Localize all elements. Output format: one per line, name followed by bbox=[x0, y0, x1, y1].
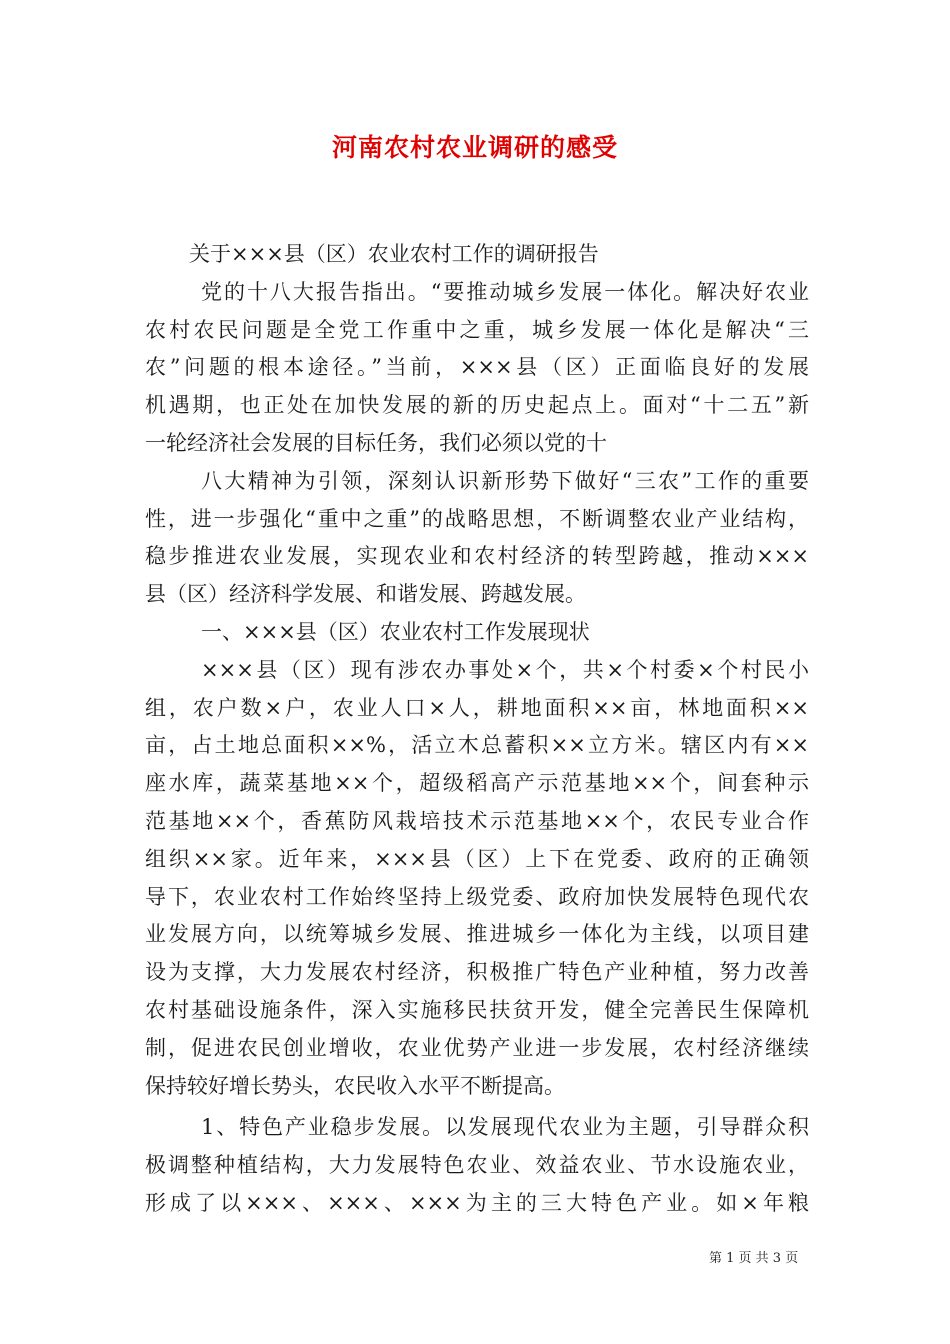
paragraph-line: 性，进一步强化“重中之重”的战略思想，不断调整农业产业结构， bbox=[145, 506, 809, 531]
paragraph-line: 制，促进农民创业增收，农业优势产业进一步发展，农村经济继续 bbox=[145, 1035, 809, 1060]
paragraph-line: 保持较好增长势头，农民收入水平不断提高。 bbox=[145, 1073, 565, 1098]
paragraph-line: 导下，农业农村工作始终坚持上级党委、政府加快发展特色现代农 bbox=[145, 884, 809, 909]
paragraph-line: 组织××家。近年来，×××县（区）上下在党委、政府的正确领 bbox=[145, 846, 809, 871]
paragraph-line: 范基地××个，香蕉防风栽培技术示范基地××个，农民专业合作 bbox=[145, 808, 809, 833]
document-title: 河南农村农业调研的感受 bbox=[331, 133, 618, 162]
paragraph-line: 党的十八大报告指出。“要推动城乡发展一体化。解决好农业 bbox=[201, 279, 809, 304]
report-heading: 关于×××县（区）农业农村工作的调研报告 bbox=[189, 242, 599, 266]
paragraph-line: 座水库，蔬菜基地××个，超级稻高产示范基地××个，间套种示 bbox=[145, 771, 809, 796]
paragraph-line: 稳步推进农业发展，实现农业和农村经济的转型跨越，推动××× bbox=[145, 544, 809, 569]
paragraph-line: 亩，占土地总面积××%，活立木总蓄积××立方米。辖区内有×× bbox=[145, 733, 809, 758]
paragraph-line: 县（区）经济科学发展、和谐发展、跨越发展。 bbox=[145, 582, 586, 607]
paragraph-line: 农”问题的根本途径。”当前，×××县（区）正面临良好的发展 bbox=[145, 355, 809, 380]
paragraph-line: 极调整种植结构，大力发展特色农业、效益农业、节水设施农业， bbox=[145, 1153, 809, 1178]
document-body bbox=[145, 236, 809, 1223]
paragraph-line: 一轮经济社会发展的目标任务，我们必须以党的十 bbox=[145, 430, 607, 455]
paragraph-line: 形成了以×××、×××、×××为主的三大特色产业。如×年粮 bbox=[145, 1190, 809, 1215]
paragraph-line: 机遇期，也正处在加快发展的新的历史起点上。面对“十二五”新 bbox=[145, 393, 809, 418]
paragraph-line: 组，农户数×户，农业人口×人，耕地面积××亩，林地面积×× bbox=[145, 695, 809, 720]
paragraph-line: 农村农民问题是全党工作重中之重，城乡发展一体化是解决“三 bbox=[145, 317, 809, 342]
section-heading: 一、×××县（区）农业农村工作发展现状 bbox=[201, 619, 590, 644]
paragraph-line: ×××县（区）现有涉农办事处×个，共×个村委×个村民小 bbox=[201, 657, 809, 682]
paragraph-line: 1、特色产业稳步发展。以发展现代农业为主题，引导群众积 bbox=[201, 1115, 809, 1140]
paragraph-line: 农村基础设施条件，深入实施移民扶贫开发，健全完善民生保障机 bbox=[145, 997, 809, 1022]
paragraph-line: 业发展方向，以统筹城乡发展、推进城乡一体化为主线，以项目建 bbox=[145, 922, 809, 947]
paragraph-line: 设为支撑，大力发展农村经济，积极推广特色产业种植，努力改善 bbox=[145, 960, 809, 985]
paragraph-line: 八大精神为引领，深刻认识新形势下做好“三农”工作的重要 bbox=[201, 468, 809, 493]
page-number: 第 1 页 共 3 页 bbox=[709, 1251, 799, 1266]
